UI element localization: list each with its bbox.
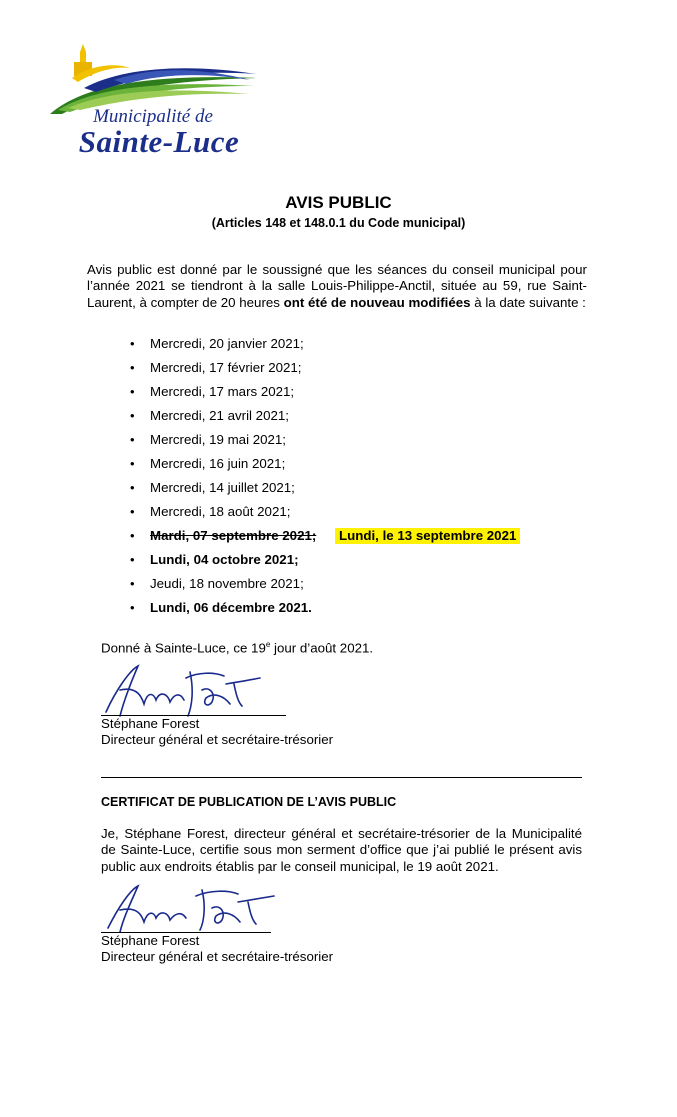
bullet-icon: • [130, 480, 135, 495]
given-at-line: Donné à Sainte-Luce, ce 19e jour d’août 2021. [101, 640, 374, 656]
list-item: • Lundi, 04 octobre 2021; [130, 548, 630, 572]
handwritten-signature [98, 660, 268, 720]
logo-emblem [44, 44, 264, 114]
certificate-title: CERTIFICAT DE PUBLICATION DE L’AVIS PUBLIC [101, 795, 397, 809]
bullet-icon: • [130, 360, 135, 375]
intro-text-part1: Avis public est donné par le soussigné que les séances du conseil municipal pour l’année 2021 se tiendront à la salle Louis-Philippe-Anctil, située au 59, rue Saint-Laurent, à compter de 20 heures [87, 262, 587, 310]
bullet-icon: • [130, 384, 135, 399]
logo-text-sainte-luce: Sainte-Luce [78, 124, 240, 159]
bullet-icon: • [130, 576, 135, 591]
bullet-icon: • [130, 408, 135, 423]
signatory-role: Directeur général et secrétaire-trésorier [101, 732, 334, 747]
logo-text-municipalite: Municipalité de [93, 106, 213, 127]
bullet-icon: • [130, 528, 135, 543]
certificate-body: Je, Stéphane Forest, directeur général et secrétaire-trésorier de la Municipalité de Sainte-Luce, certifie sous mon serment d’office que j’ai publié le présent avis public aux endroits établis par le conseil municipal, le 19 août 2021. [101, 826, 582, 874]
section-divider [101, 777, 582, 778]
intro-text-bold: ont été de nouveau modifiées [283, 294, 471, 310]
signatory-name: Stéphane Forest [101, 933, 200, 948]
intro-text-part2: à la date suivante : [470, 294, 586, 310]
cancelled-date: Mardi, 07 septembre 2021; [150, 528, 317, 543]
list-item: • Mercredi, 21 avril 2021; [130, 404, 630, 428]
meeting-dates-list [130, 332, 630, 620]
list-item: • Mercredi, 14 juillet 2021; [130, 476, 630, 500]
bullet-icon: • [130, 504, 135, 519]
bullet-icon: • [130, 552, 135, 567]
notice-subtitle: (Articles 148 et 148.0.1 du Code municipal) [211, 216, 466, 230]
list-item: • Mercredi, 19 mai 2021; [130, 428, 630, 452]
list-item: • Mercredi, 17 mars 2021; [130, 380, 630, 404]
intro-paragraph [87, 262, 587, 311]
handwritten-signature [98, 880, 278, 935]
notice-title: AVIS PUBLIC [285, 193, 392, 212]
list-item: • Lundi, 06 décembre 2021. [130, 596, 630, 620]
list-item-cancelled [130, 524, 630, 548]
list-item: • Mercredi, 17 février 2021; [130, 356, 630, 380]
bullet-icon: • [130, 336, 135, 351]
replacement-date-highlight: Lundi, le 13 septembre 2021 [335, 528, 520, 544]
bullet-icon: • [130, 600, 135, 615]
list-item: • Jeudi, 18 novembre 2021; [130, 572, 630, 596]
bullet-icon: • [130, 456, 135, 471]
signatory-name: Stéphane Forest [101, 716, 200, 731]
list-item: • Mercredi, 16 juin 2021; [130, 452, 630, 476]
list-item: • Mercredi, 18 août 2021; [130, 500, 630, 524]
bullet-icon: • [130, 432, 135, 447]
municipality-logo [44, 44, 264, 166]
signatory-role: Directeur général et secrétaire-trésorier [101, 949, 334, 964]
list-item: • Mercredi, 20 janvier 2021; [130, 332, 630, 356]
